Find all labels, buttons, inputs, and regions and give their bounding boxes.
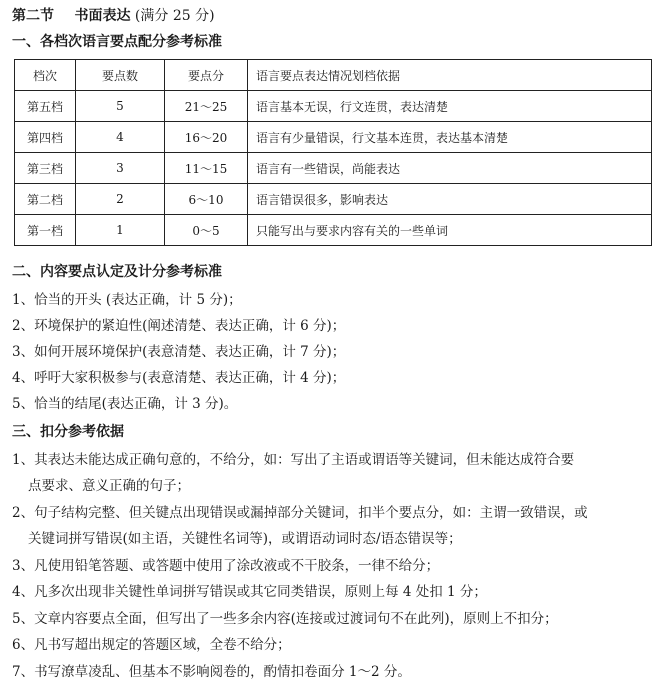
table-cell: 只能写出与要求内容有关的一些单词	[248, 215, 652, 246]
table-header-cell: 语言要点表达情况划档依据	[248, 60, 652, 91]
deduction-rule-continued: 关键词拼写错误(如主语，关键性名词等)，或谓语动词时态/语态错误等；	[28, 531, 462, 547]
scoring-table	[14, 59, 652, 246]
table-header-cell: 要点数	[76, 60, 165, 91]
content-point: 4、呼吁大家积极参与(表意清楚、表达正确，计 4 分)；	[12, 370, 346, 386]
deduction-rule: 2、句子结构完整、但关键点出现错误或漏掉部分关键词，扣半个要点分，如：主谓一致错误，或	[12, 505, 588, 521]
part3-heading: 三、扣分参考依据	[12, 424, 124, 440]
table-cell: 21～25	[165, 91, 248, 122]
table-cell: 4	[76, 122, 165, 153]
deduction-rule: 4、凡多次出现非关键性单词拼写错误或其它同类错误，原则上每 4 处扣 1 分；	[12, 584, 487, 600]
table-cell: 语言错误很多，影响表达	[248, 184, 652, 215]
table-cell: 0～5	[165, 215, 248, 246]
table-cell: 2	[76, 184, 165, 215]
part1-heading: 一、各档次语言要点配分参考标准	[12, 34, 222, 50]
table-cell: 11～15	[165, 153, 248, 184]
table-cell: 语言有一些错误，尚能表达	[248, 153, 652, 184]
table-cell: 1	[76, 215, 165, 246]
section-score-note: (满分 25 分)	[134, 8, 215, 24]
content-point: 2、环境保护的紧迫性(阐述清楚、表达正确，计 6 分)；	[12, 318, 346, 334]
table-cell: 3	[76, 153, 165, 184]
table-cell: 语言有少量错误，行文基本连贯，表达基本清楚	[248, 122, 652, 153]
table-cell: 第一档	[15, 215, 76, 246]
table-cell: 第五档	[15, 91, 76, 122]
content-point: 1、恰当的开头 (表达正确，计 5 分)；	[12, 292, 242, 308]
deduction-rule-continued: 点要求、意义正确的句子；	[28, 478, 190, 494]
section-title	[12, 6, 215, 26]
table-cell: 第三档	[15, 153, 76, 184]
table-row	[15, 184, 652, 215]
part2-heading: 二、内容要点认定及计分参考标准	[12, 264, 222, 280]
table-cell: 语言基本无误，行文连贯，表达清楚	[248, 91, 652, 122]
table-cell: 5	[76, 91, 165, 122]
table-row	[15, 153, 652, 184]
content-point: 3、如何开展环境保护(表意清楚、表达正确，计 7 分)；	[12, 344, 346, 360]
deduction-rule: 3、凡使用铅笔答题、或答题中使用了涂改液或不干胶条，一律不给分；	[12, 558, 440, 574]
table-header-cell: 档次	[15, 60, 76, 91]
deduction-rule: 6、凡书写超出规定的答题区域，全卷不给分；	[12, 637, 291, 653]
table-cell: 第二档	[15, 184, 76, 215]
content-point: 5、恰当的结尾(表达正确，计 3 分)。	[12, 396, 238, 412]
table-header-row	[15, 60, 652, 91]
table-row	[15, 122, 652, 153]
table-cell: 6～10	[165, 184, 248, 215]
table-cell: 16～20	[165, 122, 248, 153]
section-name: 书面表达	[74, 8, 131, 24]
deduction-rule: 1、其表达未能达成正确句意的，不给分，如：写出了主语或谓语等关键词，但未能达成符合要	[12, 452, 575, 468]
deduction-rule: 5、文章内容要点全面，但写出了一些多余内容(连接或过渡词句不在此列)，原则上不扣分；	[12, 611, 558, 627]
section-label: 第二节	[12, 8, 54, 24]
table-cell: 第四档	[15, 122, 76, 153]
deduction-rule: 7、书写潦草凌乱、但基本不影响阅卷的，酌情扣卷面分 1～2 分。	[12, 664, 411, 680]
table-header-cell: 要点分	[165, 60, 248, 91]
table-row	[15, 91, 652, 122]
table-row	[15, 215, 652, 246]
